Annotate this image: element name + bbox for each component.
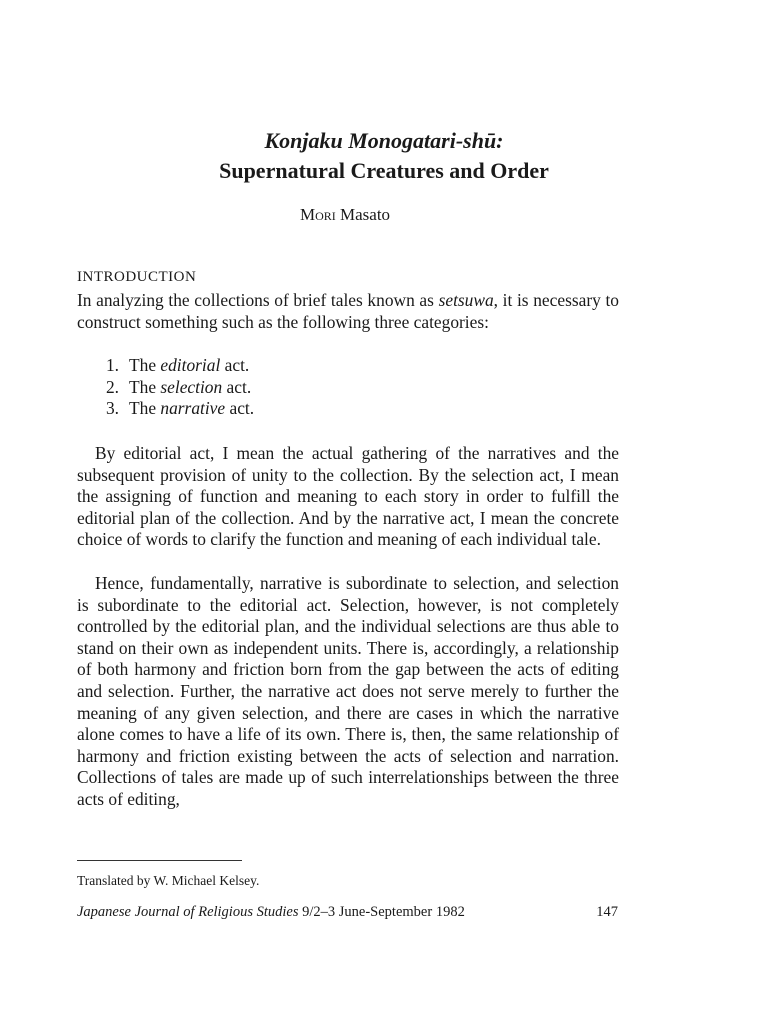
list-item-term: editorial	[160, 355, 221, 375]
list-item-prefix: The	[129, 355, 161, 375]
list-item-text	[129, 398, 254, 420]
list-item-prefix: The	[129, 398, 161, 419]
article-subtitle: Supernatural Creatures and Order	[219, 158, 549, 183]
list-item-number: 3.	[105, 398, 119, 419]
section-heading: INTRODUCTION	[77, 269, 197, 285]
list-item-number: 1.	[105, 355, 119, 375]
footnote-divider	[77, 860, 242, 861]
intro-paragraph	[77, 290, 619, 333]
body-paragraph: Hence, fundamentally, narrative is subordinate to selection, and selection is subordinate to the editorial act. Selection, however, is not completely controlled by the editorial plan, and the individual selections are thus able to stand on their own as independent units. There is, accordingly, a relationship of both harmony and friction born from the gap between the acts of editing and selection. Further, the narrative act does not serve merely to further the meaning of any given selection, and there are cases in which the narrative alone comes to have a life of its own. There is, then, the same relationship of harmony and friction existing between the acts of selection and narration. Collections of tales are made up of such interrelationships between the three acts of editing,	[77, 573, 619, 809]
list-item-term: narrative	[160, 398, 226, 419]
journal-citation	[77, 902, 465, 922]
list-item-number: 2.	[105, 376, 119, 397]
article-title: Konjaku Monogatari-shū:	[264, 128, 504, 153]
author-byline	[0, 203, 690, 227]
intro-text-before: In analyzing the collections of brief tales known as	[77, 290, 439, 310]
list-item-suffix: act.	[222, 376, 252, 397]
author-surname: Mori	[299, 205, 336, 224]
list-item-suffix: act.	[225, 398, 255, 419]
categories-list	[77, 355, 377, 420]
intro-emphasis: setsuwa	[438, 290, 494, 310]
list-item	[77, 398, 377, 420]
author-given-name: Masato	[340, 205, 391, 224]
list-item-text	[129, 377, 251, 399]
list-item	[77, 355, 377, 377]
list-item	[77, 377, 377, 399]
journal-name: Japanese Journal of Religious Studies	[77, 904, 299, 920]
journal-issue: 9/2–3 June-September 1982	[298, 904, 465, 920]
list-item-text	[129, 355, 249, 377]
list-item-suffix: act.	[220, 355, 250, 375]
footnote: Translated by W. Michael Kelsey.	[77, 873, 260, 888]
page-number: 147	[596, 904, 618, 920]
list-item-term: selection	[160, 376, 223, 397]
intro-text-after: , it is necessary to construct something such as the following three categories:	[77, 290, 620, 332]
body-paragraph: By editorial act, I mean the actual gathering of the narratives and the subsequent provision of unity to the collection. By the selection act, I mean the assigning of function and meaning to each story in order to fulfill the editorial plan of the collection. And by the narrative act, I mean the concrete choice of words to clarify the function and meaning of each individual tale.	[77, 443, 619, 550]
list-item-prefix: The	[129, 376, 161, 397]
